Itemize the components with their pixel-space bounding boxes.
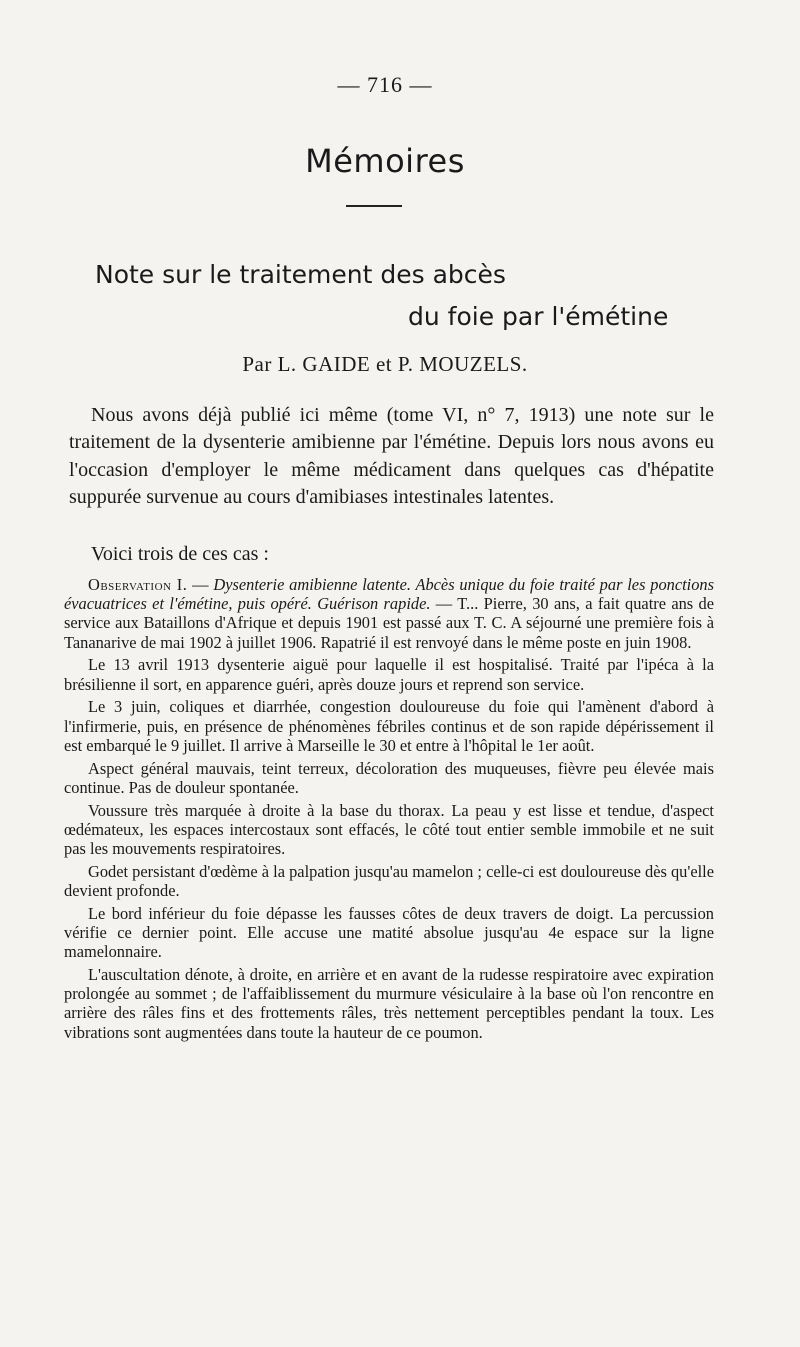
intro-lead-in: Voici trois de ces cas : — [91, 543, 269, 565]
page-number: — 716 — — [337, 72, 433, 97]
intro-paragraph: Nous avons déjà publié ici même (tome VI, n° 7, 1913) une note sur le traitement de la dysenterie amibienne par l'émétine. Depuis lors nous avons eu l'occasion d'employer le même médicament dans quelques cas d'hépatite suppurée survenue au cours d'amibiases intestinales latentes. — [69, 404, 714, 509]
body-paragraph: Le 13 avril 1913 dysenterie aiguë pour laquelle il est hospitalisé. Traité par l'ipéca à la brésilienne il sort, en apparence guéri, après douze jours et reprend son service. — [64, 655, 714, 694]
observation-title: Dysenterie amibienne latente. Abcès unique du foie traité par les ponctions évacuatrices et l'émétine, puis opéré. Guérison rapide. — [64, 575, 714, 614]
body-paragraph: Godet persistant d'œdème à la palpation jusqu'au mamelon ; celle-ci est douloureuse dès qu'elle devient profonde. — [64, 861, 714, 901]
title-divider — [346, 205, 402, 207]
article-title-line-2: du foie par l'émétine — [408, 302, 669, 331]
observation-text: — T... Pierre, 30 ans, a fait quatre ans de service aux Bataillons d'Afrique et depuis 1901 est passé aux T. C. A séjourné une première fois à Tananarive de mai 1902 à juillet 1906. Rapatrié il est renvoyé dans le même poste en juin 1908. — [64, 594, 714, 652]
observation-body — [64, 575, 714, 1045]
body-paragraph: Le bord inférieur du foie dépasse les fausses côtes de deux travers de doigt. La percussion vérifie ce dernier point. Elle accuse une matité absolue jusqu'au 4e espace sur la ligne mamelonnaire. — [64, 903, 714, 962]
observation-label: Observation I. — [88, 575, 188, 594]
authors-byline: Par L. GAIDE et P. MOUZELS. — [242, 352, 528, 376]
observation-paragraph — [64, 575, 714, 652]
body-paragraph: Aspect général mauvais, teint terreux, décoloration des muqueuses, fièvre peu élevée mais continue. Pas de douleur spontanée. — [64, 758, 714, 797]
article-title-line-1: Note sur le traitement des abcès — [95, 260, 506, 289]
body-paragraph: Le 3 juin, coliques et diarrhée, congestion douloureuse du foie qui l'amènent d'abord à l'infirmerie, puis, en présence de phénomènes fébriles continus et de son rapide dépérissement il est embarqué le 9 juillet. Il arrive à Marseille le 30 et entre à l'hôpital le 1er août. — [64, 697, 714, 755]
body-paragraph: Voussure très marquée à droite à la base du thorax. La peau y est lisse et tendue, d'aspect œdémateux, les espaces intercostaux sont effacés, le côté tout entier semble immobile et ne suit pas les mouvements respiratoires. — [64, 800, 714, 859]
observation-dash: — — [187, 575, 214, 594]
body-paragraph: L'auscultation dénote, à droite, en arrière et en avant de la rudesse respiratoire avec expiration prolongée au sommet ; de l'affaiblissement du murmure vésiculaire à la base où l'on rencontre en arrière des râles fins et des frottements râles, très nettement perceptibles pendant la toux. Les vibrations sont augmentées dans toute la hauteur de ce poumon. — [64, 965, 714, 1042]
section-title: Mémoires — [305, 142, 465, 180]
